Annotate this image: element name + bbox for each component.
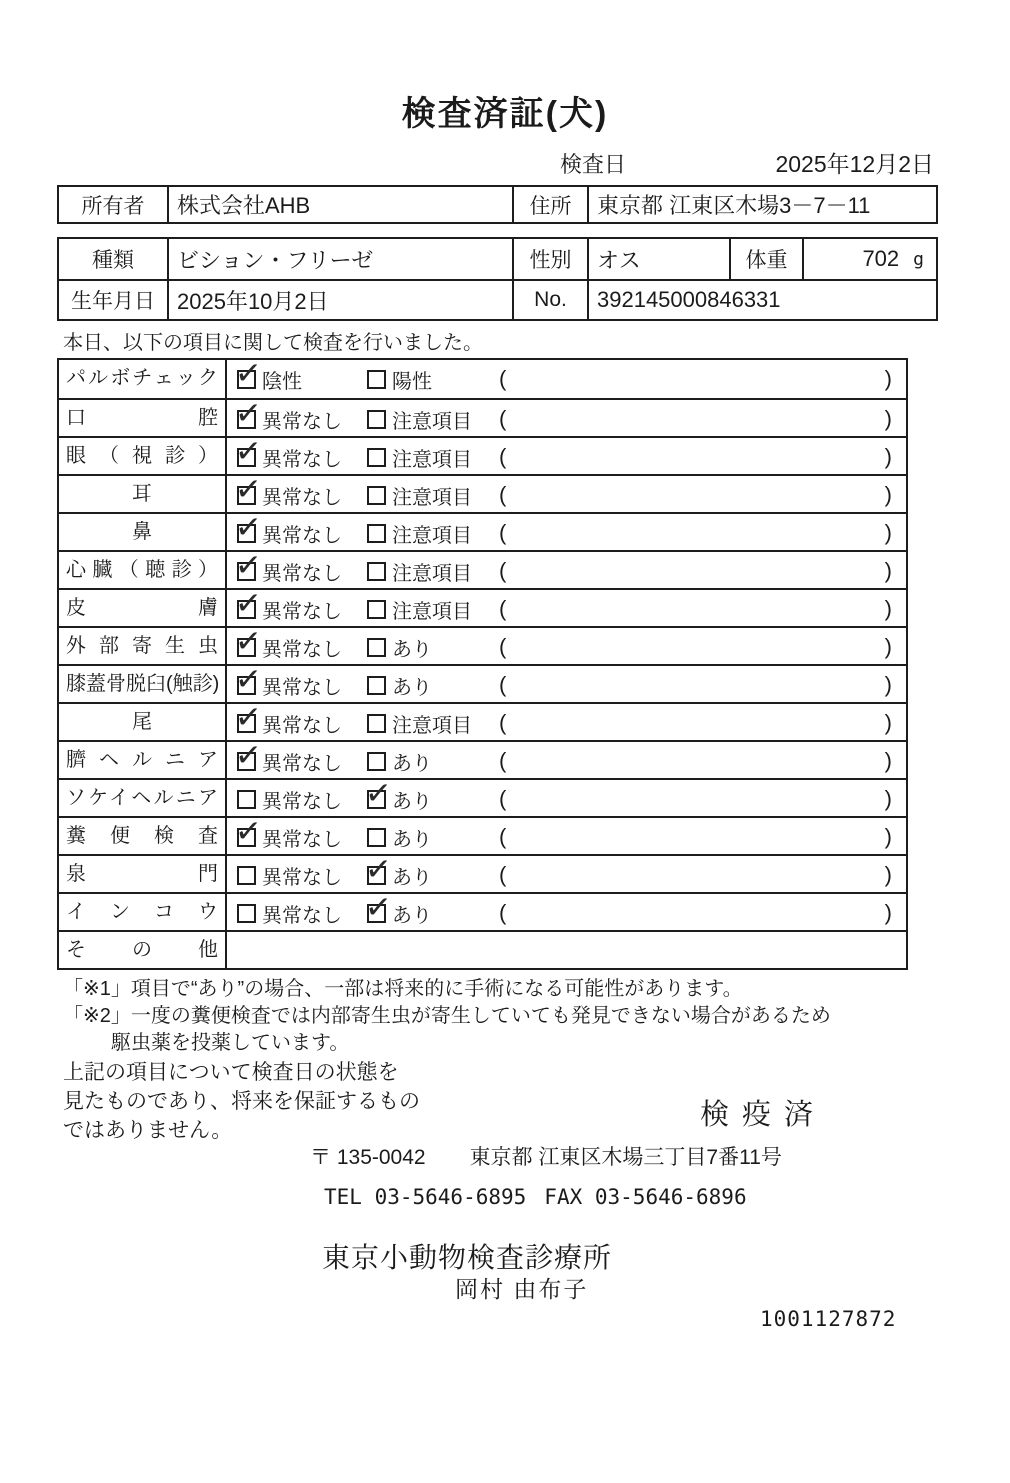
paren-close: ) (884, 444, 892, 469)
paren-open: ( (499, 710, 507, 735)
pet-row-2 (59, 279, 936, 319)
option-label: 異常なし (262, 638, 342, 661)
checklist-table (57, 358, 908, 970)
clinic-postal-line (310, 1141, 782, 1171)
option-label: 異常なし (262, 410, 342, 433)
checkbox-icon (237, 562, 256, 581)
paren-open: ( (499, 634, 507, 659)
option-label: あり (392, 904, 432, 927)
pet-info-table (57, 237, 938, 321)
option-label: 注意項目 (392, 448, 472, 471)
breed-value: ビション・フリーゼ (167, 239, 512, 279)
paren-close: ) (884, 900, 892, 925)
paren-open: ( (499, 520, 507, 545)
checklist-row (59, 360, 906, 398)
option-label: 異常なし (262, 486, 342, 509)
footnote-line: 駆虫薬を投薬しています。 (111, 1032, 350, 1054)
document-number: 1001127872 (760, 1307, 897, 1331)
no-value: 392145000846331 (587, 281, 936, 319)
option-label: 注意項目 (392, 486, 472, 509)
checkbox-icon (237, 486, 256, 505)
option-positive (367, 666, 432, 704)
paren-close: ) (884, 366, 892, 391)
birth-value: 2025年10月2日 (167, 281, 512, 319)
disclaimer-text (63, 1058, 420, 1145)
checkbox-icon (237, 600, 256, 619)
checklist-item-body (227, 818, 906, 854)
postal-code: 〒 135-0042 (310, 1146, 426, 1169)
paren-open: ( (499, 444, 507, 469)
checklist-item-label: 心臓（聴診） (59, 552, 227, 588)
checklist-item-label: ソケイヘルニア (59, 780, 227, 816)
owner-row (59, 187, 936, 222)
checklist-item-body (227, 780, 906, 816)
option-label: 異常なし (262, 448, 342, 471)
page-title: 検査済証(犬) (401, 95, 609, 133)
checklist-row (59, 626, 906, 664)
checklist-item-body (227, 856, 906, 892)
checkbox-icon (237, 524, 256, 543)
option-label: あり (392, 790, 432, 813)
clinic-name: 東京小動物検査診療所 (322, 1242, 613, 1273)
option-positive (367, 704, 472, 742)
weight-label: 体重 (729, 239, 802, 279)
disclaimer-line: 見たものであり、将来を保証するもの (63, 1090, 420, 1113)
checkbox-icon (237, 714, 256, 733)
checklist-row (59, 892, 906, 930)
checkbox-icon (367, 714, 386, 733)
option-label: 陰性 (262, 370, 302, 393)
no-label: No. (512, 281, 587, 319)
paren-close: ) (884, 520, 892, 545)
paren-close: ) (884, 672, 892, 697)
checklist-item-label: 耳 (59, 476, 227, 512)
checklist-item-label: 尾 (59, 704, 227, 740)
checklist-row (59, 512, 906, 550)
paren-open: ( (499, 824, 507, 849)
inspection-date-value: 2025年12月2日 (775, 151, 934, 177)
weight-unit: g (913, 248, 924, 270)
option-positive (367, 552, 472, 590)
option-positive (367, 400, 472, 438)
checklist-row (59, 588, 906, 626)
paren-open: ( (499, 786, 507, 811)
owner-name: 株式会社AHB (167, 187, 512, 222)
checklist-item-body (227, 400, 906, 436)
checklist-row (59, 436, 906, 474)
checklist-item-body (227, 552, 906, 588)
paren-open: ( (499, 672, 507, 697)
option-label: 異常なし (262, 866, 342, 889)
checklist-item-label: パルボチェック (59, 360, 227, 398)
option-positive (367, 590, 472, 628)
checklist-item-label: 臍ヘルニア (59, 742, 227, 778)
checklist-row (59, 664, 906, 702)
checklist-item-label: 眼（視診） (59, 438, 227, 474)
paren-close: ) (884, 596, 892, 621)
option-negative (237, 856, 342, 894)
paren-open: ( (499, 596, 507, 621)
checklist-item-label: 膝蓋骨脱臼(触診) (59, 666, 227, 702)
option-label: 異常なし (262, 600, 342, 623)
paren-open: ( (499, 862, 507, 887)
checkbox-icon (367, 904, 386, 923)
paren-close: ) (884, 558, 892, 583)
checklist-item-body (227, 438, 906, 474)
checklist-item-label: 鼻 (59, 514, 227, 550)
quarantine-stamp: 検疫済 (700, 1099, 827, 1131)
pet-row-1 (59, 239, 936, 279)
option-label: 陽性 (392, 370, 432, 393)
option-label: あり (392, 676, 432, 699)
checkbox-icon (237, 448, 256, 467)
owner-table (57, 185, 938, 224)
checkbox-icon (367, 448, 386, 467)
checklist-row (59, 398, 906, 436)
footnote-line: 「※1」項目で“あり”の場合、一部は将来的に手術になる可能性があります。 (63, 978, 743, 1000)
owner-label: 所有者 (81, 194, 145, 218)
option-label: あり (392, 638, 432, 661)
option-negative (237, 742, 342, 780)
option-negative (237, 894, 342, 932)
option-positive (367, 360, 432, 398)
checklist-item-label: 皮膚 (59, 590, 227, 626)
checkbox-icon (367, 370, 386, 389)
tel-fax-line (324, 1185, 747, 1209)
option-label: 異常なし (262, 790, 342, 813)
fax-number: FAX 03-5646-6896 (544, 1185, 747, 1209)
option-label: 異常なし (262, 562, 342, 585)
weight-number: 702 (862, 246, 900, 271)
footnotes (63, 976, 831, 1057)
option-label: あり (392, 866, 432, 889)
checklist-row (59, 816, 906, 854)
disclaimer-line: ではありません。 (63, 1119, 233, 1142)
paren-close: ) (884, 634, 892, 659)
paren-close: ) (884, 748, 892, 773)
checkbox-icon (367, 486, 386, 505)
checkbox-icon (237, 904, 256, 923)
paren-close: ) (884, 482, 892, 507)
checklist-row (59, 854, 906, 892)
paren-open: ( (499, 366, 507, 391)
clinic-address: 東京都 江東区木場三丁目7番11号 (469, 1146, 782, 1169)
option-label: 異常なし (262, 676, 342, 699)
option-label: 注意項目 (392, 562, 472, 585)
address-value: 東京都 江東区木場3－7－11 (587, 187, 936, 222)
checkbox-icon (367, 676, 386, 695)
checkbox-icon (367, 524, 386, 543)
checklist-row (59, 930, 906, 968)
checkbox-icon (237, 790, 256, 809)
paren-open: ( (499, 482, 507, 507)
inspection-date-label: 検査日 (560, 152, 627, 177)
option-positive (367, 476, 472, 514)
checkbox-icon (367, 562, 386, 581)
option-positive (367, 514, 472, 552)
footnote-line: 「※2」一度の糞便検査では内部寄生虫が寄生していても発見できない場合があるため (63, 1005, 831, 1027)
option-label: 異常なし (262, 828, 342, 851)
paren-open: ( (499, 900, 507, 925)
paren-open: ( (499, 406, 507, 431)
checkbox-icon (237, 370, 256, 389)
checklist-row (59, 740, 906, 778)
checklist-item-body (227, 894, 906, 930)
option-negative (237, 360, 302, 398)
checkbox-icon (367, 600, 386, 619)
disclaimer-line: 上記の項目について検査日の状態を (63, 1061, 399, 1084)
paren-close: ) (884, 862, 892, 887)
checkbox-icon (237, 638, 256, 657)
checklist-item-label: 泉門 (59, 856, 227, 892)
checklist-item-body (227, 476, 906, 512)
option-label: 注意項目 (392, 410, 472, 433)
checkbox-icon (237, 676, 256, 695)
checklist-item-body (227, 666, 906, 702)
option-positive (367, 628, 432, 666)
option-label: 注意項目 (392, 524, 472, 547)
checklist-item-label: その他 (59, 932, 227, 968)
checklist-item-body (227, 742, 906, 778)
checklist-item-body (227, 514, 906, 550)
checkbox-icon (237, 866, 256, 885)
checkbox-icon (237, 752, 256, 771)
checklist-item-label: 外部寄生虫 (59, 628, 227, 664)
checkbox-icon (367, 828, 386, 847)
option-label: あり (392, 828, 432, 851)
checkbox-icon (237, 828, 256, 847)
paren-open: ( (499, 748, 507, 773)
checkbox-icon (237, 410, 256, 429)
checklist-row (59, 550, 906, 588)
checklist-item-label: インコウ (59, 894, 227, 930)
checklist-item-label: 口腔 (59, 400, 227, 436)
sex-value: オス (587, 239, 729, 279)
checklist-item-body (227, 590, 906, 626)
checkbox-icon (367, 410, 386, 429)
option-label: 異常なし (262, 752, 342, 775)
sex-label: 性別 (512, 239, 587, 279)
checklist-item-body (227, 704, 906, 740)
option-negative (237, 818, 342, 856)
checkbox-icon (367, 752, 386, 771)
option-label: 異常なし (262, 904, 342, 927)
option-label: 注意項目 (392, 714, 472, 737)
address-label: 住所 (512, 187, 587, 222)
checklist-item-body (227, 628, 906, 664)
breed-label: 種類 (92, 249, 134, 272)
checkbox-icon (367, 866, 386, 885)
option-label: 注意項目 (392, 600, 472, 623)
option-positive (367, 438, 472, 476)
checklist-row (59, 474, 906, 512)
paren-open: ( (499, 558, 507, 583)
weight-value (802, 239, 936, 279)
paren-close: ) (884, 406, 892, 431)
checklist-item-body (227, 360, 906, 398)
option-positive (367, 894, 432, 932)
veterinarian-name: 岡村 由布子 (455, 1276, 589, 1302)
paren-close: ) (884, 710, 892, 735)
option-positive (367, 780, 432, 818)
checkbox-icon (367, 638, 386, 657)
checklist-row (59, 702, 906, 740)
checklist-item-body (227, 932, 906, 968)
tel-number: TEL 03-5646-6895 (324, 1185, 527, 1209)
checkbox-icon (367, 790, 386, 809)
checklist-item-label: 糞便検査 (59, 818, 227, 854)
option-label: 異常なし (262, 714, 342, 737)
option-label: あり (392, 752, 432, 775)
option-label: 異常なし (262, 524, 342, 547)
birth-label: 生年月日 (71, 290, 155, 313)
checklist-row (59, 778, 906, 816)
intro-text: 本日、以下の項目に関して検査を行いました。 (63, 332, 483, 354)
paren-close: ) (884, 786, 892, 811)
paren-close: ) (884, 824, 892, 849)
